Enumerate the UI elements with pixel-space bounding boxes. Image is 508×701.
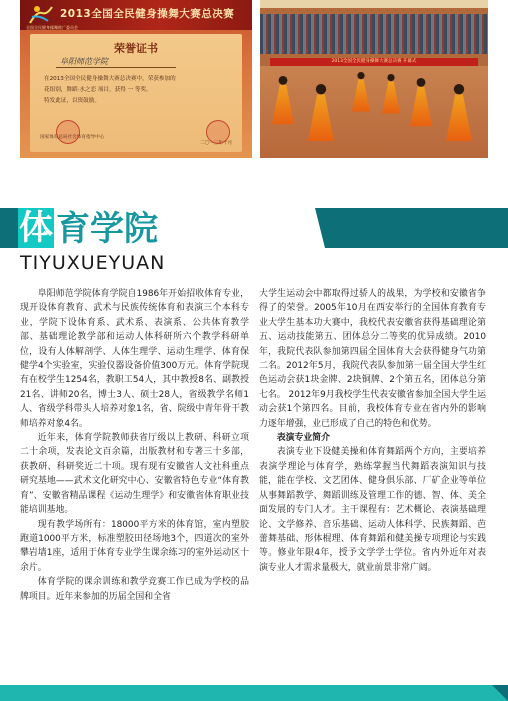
certificate-issuer: 国家体育总局社会体育指导中心 [40, 135, 105, 140]
section-title-first-char: 体 [19, 208, 53, 248]
photo-top-strip [260, 0, 488, 8]
event-logo-icon [28, 3, 54, 25]
paragraph: 表演专业下设健美操和体育舞蹈两个方向，主要培养表演学理论与体育学，熟练掌握当代舞蹈表演知识与技能，能在学校、文艺团体、健身俱乐部、厂矿企业等单位从事舞蹈教学、舞蹈训练及管理工作的德、智、体、美全面发展的专门人才。主干课程有：艺术概论、表演基础理论、文学修养、音乐基础、运动人体科学、民族舞蹈、芭蕾舞基础、形体棍理、体育舞蹈和健美操专项理论与实践等。修业年限4年，授予文学学士学位。省内外近年对表演专业人才需求量极大，就业前景非常广阔。 [259, 447, 486, 573]
stadium-floor [260, 66, 488, 158]
footer-bar [0, 685, 508, 701]
audience-stands [260, 14, 488, 54]
paragraph: 阜阳师范学院体育学院自1986年开始招收体育专业，现开设体育教育、武术与民族传统体育和表演三个本科专业，学院下设体育系、武术系、表演系、公共体育教学部、基础理论教学部和运动人体科研所六个教学科研单位，设有人体解剖学、人体生理学、运动生理学、体育保健学4个实验室，实验仪器设备价值300万元。体育学院现有在校学生1254名，教职工54人，其中教授8名、副教授21名、讲师20名，博士3人、硕士28人，省级教学名师1人、省级学科带头人培养对象1名，省、院级中青年骨干教师培养对象4名。 [20, 289, 249, 429]
certificate-body-line: 在2013全国全民健身操舞大赛总决赛中，荣获参加的 [44, 76, 176, 82]
paragraph: 现有教学场所有：18000平方米的体育馆，室内塑胶跑道1000平方米，标准塑胶田径场地3个，四道次的室外攀岩墙1座，适用于体育专业学生课余练习的室外运动区十余片。 [20, 519, 249, 573]
right-text-column [259, 287, 486, 575]
paragraph: 近年来，体育学院教师获省厅级以上教研、科研立项二十余项，发表论文百余篇，出版教材和专著三十多部，获教研、科研奖近二十项。现有现有安徽省人文社科重点研究基地——武术文化研究中心、安徽省特色专业“体育教育”、安徽省精品课程《运动生理学》和安徽省体育职业技能培训基地。 [20, 433, 249, 516]
certificate-small-caption: 全国全民健身操舞推广委员会 [26, 25, 78, 30]
certificate-header: 2013全国全民健身操舞大赛总决赛 [60, 8, 235, 20]
section-title-bar [0, 208, 508, 248]
certificate-title: 荣誉证书 [114, 42, 158, 55]
section-title: 育学院 [54, 208, 326, 248]
dance-performance-photo [260, 0, 488, 158]
certificate-paper [30, 34, 242, 152]
certificate-photo [20, 0, 252, 158]
seal-icon [206, 120, 230, 144]
certificate-body-line: 特发此证，以资鼓励。 [44, 98, 100, 104]
certificate-banner [20, 0, 252, 30]
seal-icon [56, 120, 80, 144]
certificate-body [44, 74, 234, 107]
certificate-handwriting: 阜阳师范学院 [60, 57, 108, 66]
section-subtitle-pinyin: TIYUXUEYUAN [20, 252, 166, 274]
subsection-heading: 表演专业简介 [276, 433, 331, 444]
title-right-bar [314, 208, 508, 248]
footer-corner-decoration [492, 685, 508, 701]
paragraph: 体育学院的课余训练和教学竞赛工作已成为学校的品牌项目。近年来参加的历届全国和全省 [20, 577, 249, 602]
certificate-body-line: 花组别，舞蹈·水之恋 项目，获得 一 等奖。 [44, 87, 152, 93]
paragraph: 大学生运动会中都取得过骄人的战果，为学校和安徽省争得了的荣誉。2005年10月在西安举行的全国体育教育专业大学生基本功大赛中，我校代表安徽省获得基础理论第五、运动技能第五、团体总分二等奖的优异成绩。2010年，我院代表队参加第四届全国体育大会获得健身气功第二名。2012年5月，我院代表队参加第一届全国大学生红色运动会获1块金牌、2块铜牌、2个第五名，团体总分第七名。 2012年9月我校学生代表安徽省参加全国大学生运动会获1个第四名。目前，我校体育专业在省内外的影响力逐年增强，业已形成了自己的特色和优势。 [259, 289, 486, 429]
stadium-banner: 2013全国全民健身操舞大赛总决赛 开幕式 [270, 58, 478, 66]
certificate-date: 二〇一三年十月 [200, 141, 233, 146]
certificate-underline [56, 67, 176, 68]
left-text-column [20, 287, 249, 604]
